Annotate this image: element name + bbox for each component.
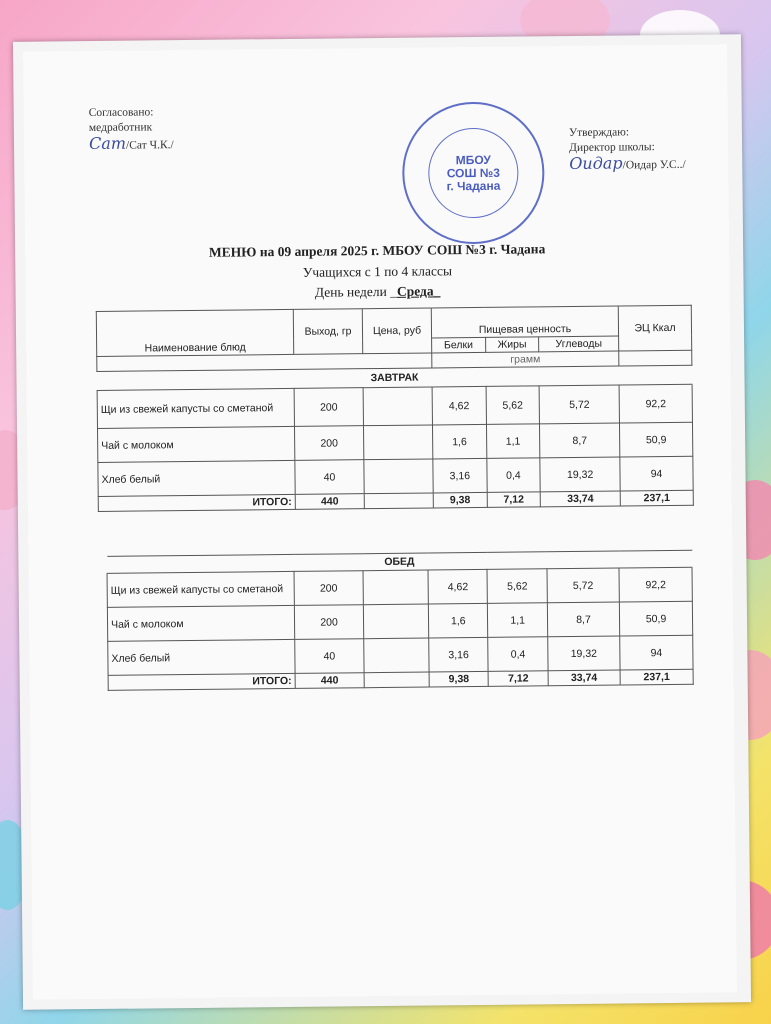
header-energy: ЭЦ Ккал	[618, 305, 691, 351]
header-units: грамм	[432, 351, 619, 368]
dish-fat: 0,4	[486, 458, 540, 493]
total-energy: 237,1	[620, 669, 693, 685]
dish-name: Хлеб белый	[108, 639, 295, 675]
dish-output: 200	[294, 571, 363, 606]
approval-right-heading: Утверждаю:	[568, 126, 630, 140]
approval-left-signature-line	[89, 135, 174, 154]
breakfast-table	[96, 305, 694, 512]
dish-fat: 5,62	[487, 569, 547, 604]
dish-price	[363, 387, 432, 426]
dish-price	[364, 638, 429, 673]
dish-name: Щи из свежей капусты со сметаной	[107, 571, 294, 607]
approval-left-heading: Согласовано:	[88, 106, 154, 120]
total-output: 440	[295, 673, 364, 689]
dish-energy: 94	[620, 456, 693, 491]
dish-output: 200	[294, 605, 363, 640]
dish-name: Щи из свежей капусты со сметаной	[97, 388, 294, 428]
section-lunch: ОБЕД	[107, 550, 692, 573]
dish-energy: 50,9	[619, 422, 692, 457]
weekday-value: Среда_	[396, 283, 441, 299]
approval-left-name: /Сат Ч.К./	[125, 139, 174, 152]
stamp-line-1: МБОУ	[455, 152, 491, 167]
dish-price	[363, 604, 428, 639]
dish-protein: 4,62	[428, 569, 488, 604]
sheet-inner	[23, 44, 737, 999]
header-carbs: Углеводы	[539, 336, 619, 352]
dish-fat: 0,4	[488, 637, 548, 672]
stamp-line-2: СОШ №3	[446, 165, 500, 180]
menu-sheet	[13, 34, 751, 1010]
dish-carbs: 19,32	[540, 457, 620, 492]
dish-price	[363, 570, 428, 605]
lunch-table	[106, 550, 693, 691]
dish-carbs: 5,72	[539, 385, 619, 424]
dish-carbs: 5,72	[547, 568, 619, 603]
dish-fat: 1,1	[486, 424, 540, 459]
total-protein: 9,38	[429, 671, 489, 687]
dish-carbs: 8,7	[547, 602, 619, 637]
dish-output: 40	[295, 460, 364, 495]
header-spacer	[619, 350, 692, 366]
total-price	[364, 672, 429, 688]
total-label: ИТОГО:	[98, 494, 295, 511]
stamp-line-3: г. Чадана	[446, 178, 501, 193]
dish-energy: 92,2	[619, 567, 692, 602]
dish-energy: 50,9	[619, 601, 692, 636]
dish-name: Чай с молоком	[107, 605, 294, 641]
dish-output: 200	[294, 388, 363, 427]
header-price: Цена, руб	[362, 308, 431, 354]
dish-protein: 1,6	[432, 424, 486, 459]
total-fat: 7,12	[489, 671, 549, 687]
approval-right-name: /Оидар У.С../	[622, 158, 686, 172]
header-nutrition: Пищевая ценность	[431, 306, 618, 338]
stamp-center	[428, 128, 519, 219]
dish-carbs: 8,7	[540, 423, 620, 458]
table-row	[97, 384, 692, 428]
dish-fat: 5,62	[486, 386, 540, 425]
section-breakfast: ЗАВТРАК	[97, 365, 692, 390]
header-dish: Наименование блюд	[96, 309, 293, 356]
signature-icon: Оидар	[569, 153, 623, 174]
approval-block-right	[569, 125, 686, 174]
approval-block-left	[89, 105, 174, 154]
weekday-line	[26, 280, 730, 303]
approval-right-role: Директор школы:	[569, 141, 655, 155]
menu-title: МЕНЮ на 09 апреля 2025 г. МБОУ СОШ №3 г. Чадана	[208, 241, 546, 260]
total-carbs: 33,74	[540, 491, 620, 507]
school-stamp	[402, 101, 545, 244]
approval-left-role: медработник	[88, 121, 153, 135]
dish-protein: 3,16	[429, 637, 489, 672]
dish-fat: 1,1	[488, 603, 548, 638]
dish-protein: 3,16	[433, 458, 487, 493]
dish-energy: 94	[620, 635, 693, 670]
total-label: ИТОГО:	[108, 673, 295, 690]
dish-protein: 1,6	[428, 603, 488, 638]
total-energy: 237,1	[620, 490, 693, 506]
header-output: Выход, гр	[293, 309, 362, 355]
dish-carbs: 19,32	[548, 636, 620, 671]
dish-protein: 4,62	[432, 386, 486, 425]
header-fat: Жиры	[485, 337, 539, 353]
signature-icon: Сат	[88, 133, 127, 154]
dish-price	[363, 425, 432, 460]
approval-right-signature-line	[569, 155, 686, 174]
total-fat: 7,12	[487, 492, 541, 508]
menu-subtitle: Учащихся с 1 по 4 классы	[302, 263, 453, 280]
total-carbs: 33,74	[548, 670, 620, 686]
weekday-label: День недели _	[314, 283, 398, 300]
dish-name: Чай с молоком	[98, 426, 295, 462]
header-protein: Белки	[432, 337, 486, 353]
dish-name: Хлеб белый	[98, 460, 295, 496]
dish-output: 40	[295, 639, 364, 674]
dish-energy: 92,2	[619, 384, 692, 423]
total-output: 440	[295, 494, 364, 510]
dish-output: 200	[294, 426, 363, 461]
total-price	[364, 493, 433, 509]
total-protein: 9,38	[433, 492, 487, 508]
dish-price	[364, 459, 433, 494]
